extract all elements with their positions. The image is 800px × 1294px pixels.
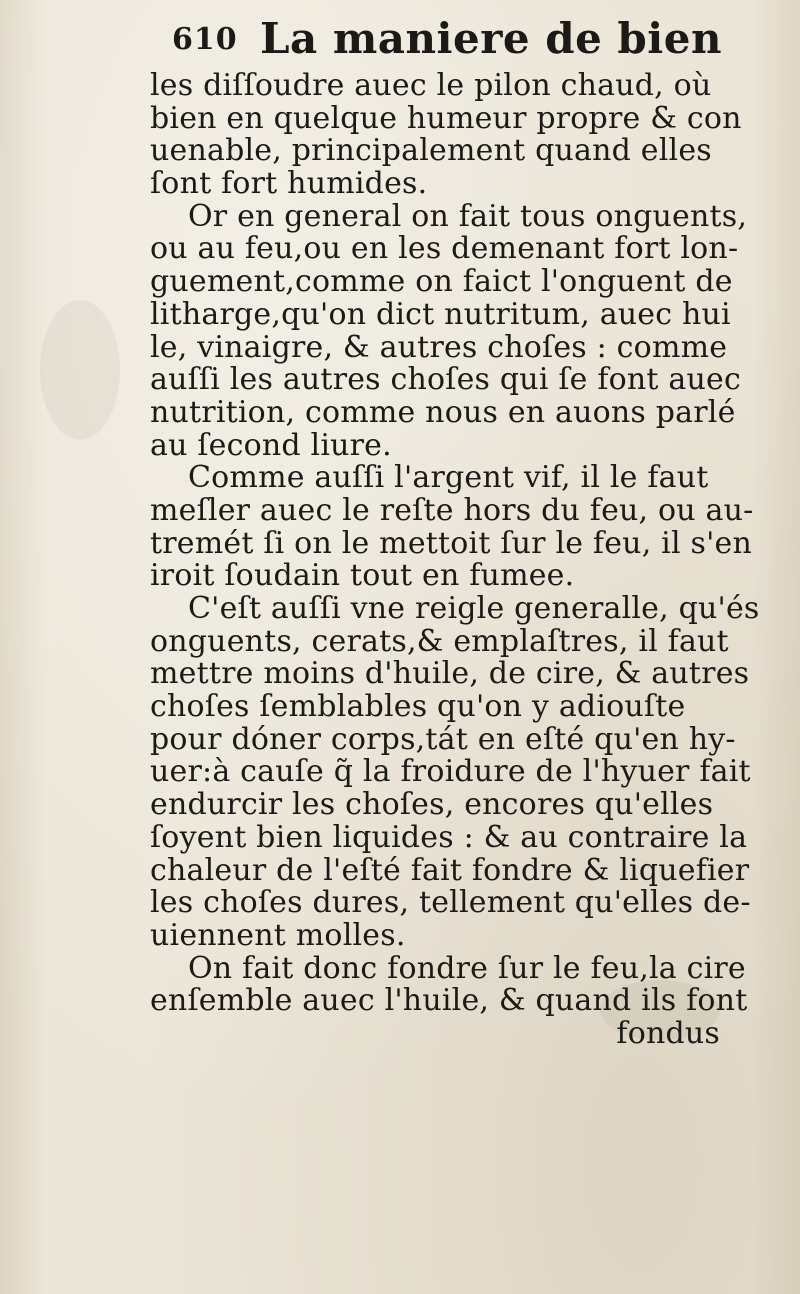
text-line: les choſes dures, tellement qu'elles de-: [150, 885, 751, 921]
text-line: mettre moins d'huile, de cire, & autres: [150, 656, 750, 692]
body-text: [150, 70, 790, 1051]
text-line: le, vinaigre, & autres choſes : comme: [150, 329, 728, 365]
paper-stain: [40, 300, 120, 440]
running-title: La maniere de bien: [260, 14, 722, 63]
text-line: pour dóner corps,tát en eſté qu'en hy-: [150, 721, 736, 757]
text-line: endurcir les choſes, encores qu'elles: [150, 787, 714, 823]
catchword: fondus: [616, 1015, 720, 1051]
paragraph-start-line: Comme auſſi l'argent vif, il le faut: [188, 460, 709, 496]
text-line: nutrition, comme nous en auons parlé: [150, 394, 736, 430]
text-line: ou au feu,ou en les demenant fort lon-: [150, 231, 739, 267]
page-number: 610: [172, 22, 238, 57]
text-line: auſſi les autres choſes qui ſe font auec: [150, 362, 741, 398]
text-line: enſemble auec l'huile, & quand ils font: [150, 983, 748, 1019]
text-line: uenable, principalement quand elles: [150, 133, 712, 169]
text-line: au ſecond liure.: [150, 427, 392, 463]
page-header: [170, 10, 730, 72]
paragraph-start-line: On fait donc fondre ſur le feu,la cire: [188, 950, 746, 986]
text-line: ſont fort humides.: [150, 166, 428, 202]
text-line: uiennent molles.: [150, 917, 406, 953]
text-line: choſes ſemblables qu'on y adiouſte: [150, 689, 686, 725]
text-line: chaleur de l'eſté fait fondre & liquefier: [150, 852, 750, 888]
text-line: meſler auec le reſte hors du feu, ou au-: [150, 492, 754, 528]
text-line: guement,comme on faict l'onguent de: [150, 264, 733, 300]
text-line: ſoyent bien liquides : & au contraire la: [150, 819, 748, 855]
text-line: tremét ſi on le mettoit ſur le feu, il s'en: [150, 525, 753, 561]
paragraph-start-line: Or en general on fait tous onguents,: [188, 198, 748, 234]
text-line: uer:à cauſe q̃ la froidure de l'hyuer fait: [150, 754, 751, 790]
text-line: onguents, cerats,& emplaſtres, il faut: [150, 623, 729, 659]
text-line: litharge,qu'on dict nutritum, auec hui: [150, 296, 731, 332]
text-line: iroit ſoudain tout en fumee.: [150, 558, 575, 594]
paragraph-start-line: C'eſt auſſi vne reigle generalle, qu'és: [188, 591, 760, 626]
text-line: bien en quelque humeur propre & con: [150, 100, 742, 136]
text-line: les diſſoudre auec le pilon chaud, où: [150, 68, 712, 103]
